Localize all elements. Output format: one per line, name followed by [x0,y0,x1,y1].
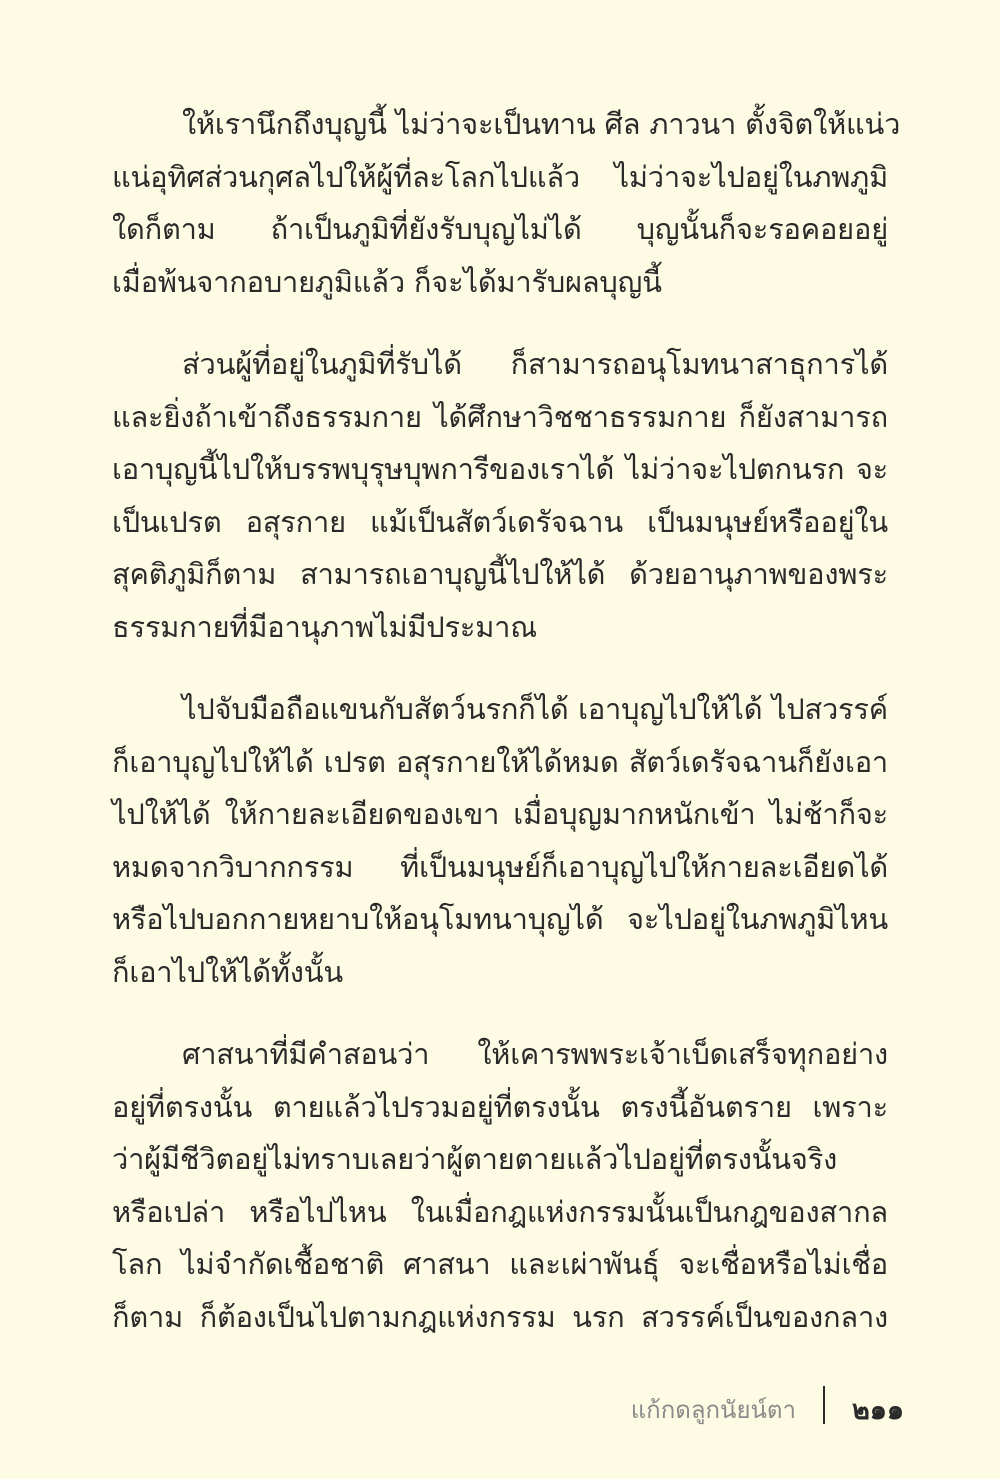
text-line: เอาบุญนี้ไปให้บรรพบุรุษบุพการีของเราได้ ไม่ว่าจะไปตกนรก จะ [112,452,888,486]
page-body [112,98,901,1373]
paragraph-3 [112,683,888,998]
text-line: ก็เอาบุญไปให้ได้ เปรต อสุรกายให้ได้หมด สัตว์เดรัจฉานก็ยังเอา [112,744,888,779]
paragraph-2 [112,338,888,653]
text-line: สุคติภูมิก็ตาม สามารถเอาบุญนี้ไปให้ได้ ด้วยอานุภาพของพระ [112,557,888,591]
text-line: ใดก็ตาม ถ้าเป็นภูมิที่ยังรับบุญไม่ได้ บุญนั้นก็จะรอคอยอยู่ [112,212,888,246]
text-line: ธรรมกายที่มีอานุภาพไม่มีประมาณ [112,609,537,644]
text-line: ไปจับมือถือแขนกับสัตว์นรกก็ได้ เอาบุญไปให้ได้ ไปสวรรค์ [182,692,888,726]
text-line: ก็ตาม ก็ต้องเป็นไปตามกฎแห่งกรรม นรก สวรรค์เป็นของกลาง [112,1299,888,1334]
book-title: แก้กดลูกนัยน์ตา [630,1396,796,1424]
text-line: อยู่ที่ตรงนั้น ตายแล้วไปรวมอยู่ที่ตรงนั้น ตรงนี้อันตราย เพราะ [112,1089,888,1124]
page-footer [0,1386,1000,1426]
text-line: ให้เรานึกถึงบุญนี้ ไม่ว่าจะเป็นทาน ศีล ภาวนา ตั้งจิตให้แน่ว [182,107,901,141]
text-line: หรือไปบอกกายหยาบให้อนุโมทนาบุญได้ จะไปอยู่ในภพภูมิไหน [112,902,888,936]
text-line: ส่วนผู้ที่อยู่ในภูมิที่รับได้ ก็สามารถอนุโมทนาสาธุการได้ [182,347,888,381]
text-line: เมื่อพ้นจากอบายภูมิแล้ว ก็จะได้มารับผลบุญนี้ [112,264,662,299]
text-line: ก็เอาไปให้ได้ทั้งนั้น [112,954,343,989]
text-line: และยิ่งถ้าเข้าถึงธรรมกาย ได้ศึกษาวิชชาธรรมกาย ก็ยังสามารถ [112,399,888,434]
text-line: ไปให้ได้ ให้กายละเอียดของเขา เมื่อบุญมากหนักเข้า ไม่ช้าก็จะ [112,797,888,831]
text-line: ศาสนาที่มีคำสอนว่า ให้เคารพพระเจ้าเบ็ดเสร็จทุกอย่าง [182,1037,888,1071]
page-number: ๒๑๑ [852,1395,905,1426]
text-line: หรือเปล่า หรือไปไหน ในเมื่อกฎแห่งกรรมนั้นเป็นกฎของสากล [112,1194,888,1229]
text-line: แน่อุทิศส่วนกุศลไปให้ผู้ที่ละโลกไปแล้ว ไม่ว่าจะไปอยู่ในภพภูมิ [112,159,888,194]
paragraph-1 [112,98,901,308]
text-line: ว่าผู้มีชีวิตอยู่ไม่ทราบเลยว่าผู้ตายตายแล้วไปอยู่ที่ตรงนั้นจริง [112,1142,838,1176]
text-line: หมดจากวิบากกรรม ที่เป็นมนุษย์ก็เอาบุญไปให้กายละเอียดได้ [112,849,888,884]
text-line: เป็นเปรต อสุรกาย แม้เป็นสัตว์เดรัจฉาน เป็นมนุษย์หรืออยู่ใน [112,504,888,539]
text-line: โลก ไม่จำกัดเชื้อชาติ ศาสนา และเผ่าพันธุ์ จะเชื่อหรือไม่เชื่อ [112,1247,888,1281]
paragraph-4 [112,1028,888,1343]
footer-divider [823,1386,825,1424]
